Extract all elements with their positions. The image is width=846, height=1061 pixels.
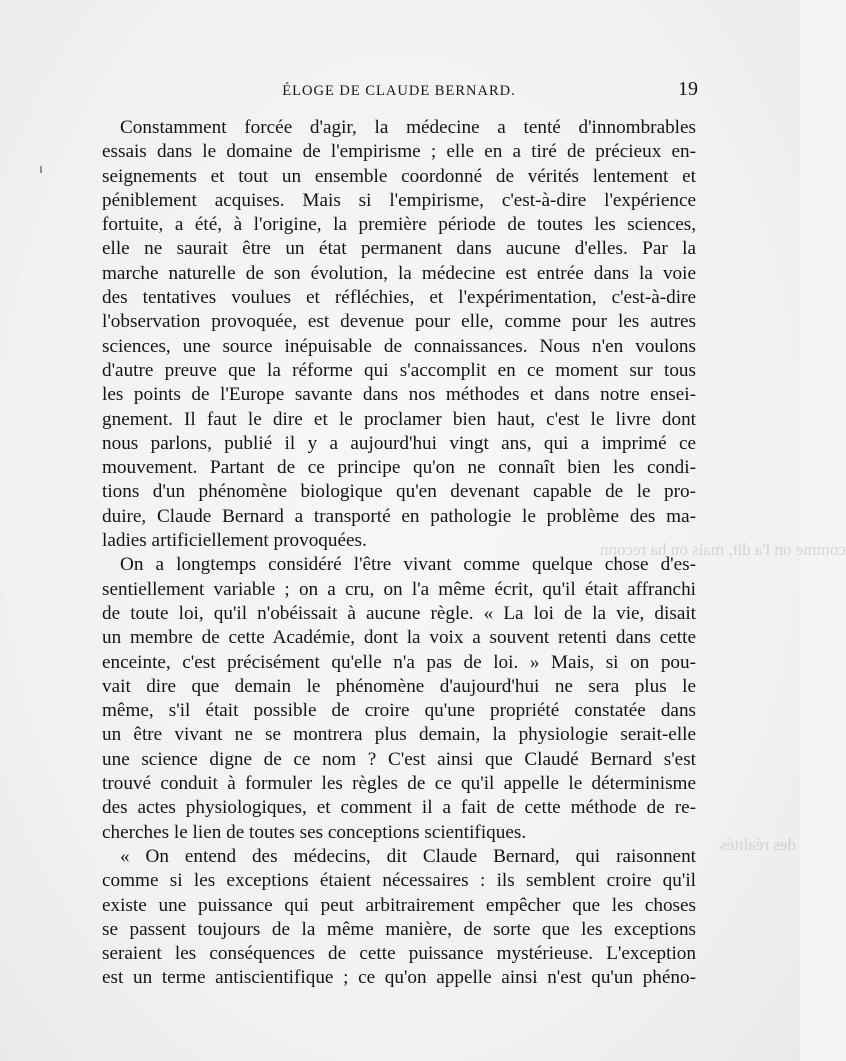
running-title: ÉLOGE DE CLAUDE BERNARD.: [282, 83, 516, 99]
text-line: les points de l'Europe savante dans nos méthodes et dans notre ensei-: [102, 384, 696, 406]
text-line: ladies artificiellement provoquées.: [102, 530, 367, 552]
text-line: trouvé conduit à formuler les règles de ce qu'il appelle le déterminisme: [102, 773, 696, 795]
text-line: des actes physiologiques, et comment il a fait de cette méthode de re-: [102, 797, 696, 819]
text-line: sentiellement variable ; on a cru, on l'a même écrit, qu'il était affranchi: [102, 578, 696, 600]
running-header: [100, 80, 698, 106]
text-line: fortuite, a été, à l'origine, la première période de toutes les sciences,: [102, 214, 696, 236]
text-line: elle ne saurait être un état permanent dans aucune d'elles. Par la: [102, 238, 696, 260]
text-line: essais dans le domaine de l'empirisme ; elle en a tiré de précieux en-: [102, 141, 696, 163]
bleed-through-text: comme on l'a dit, mais on ha reconn: [600, 540, 846, 559]
text-line: de toute loi, qu'il n'obéissait à aucune règle. « La loi de la vie, disait: [102, 602, 696, 624]
text-line: sciences, une source inépuisable de connaissances. Nous n'en voulons: [102, 335, 696, 357]
bleed-through-text: des réalités: [720, 835, 796, 854]
page-number: 19: [678, 78, 698, 100]
text-line: l'observation provoquée, est devenue pour elle, comme pour les autres: [102, 311, 696, 333]
text-line: comme si les exceptions étaient nécessaires : ils semblent croire qu'il: [102, 870, 696, 892]
text-line: une science digne de ce nom ? C'est ainsi que Claudé Bernard s'est: [102, 748, 696, 770]
text-line: « On entend des médecins, dit Claude Bernard, qui raisonnent: [120, 845, 696, 867]
text-line: marche naturelle de son évolution, la médecine est entrée dans la voie: [102, 262, 696, 284]
text-line: enceinte, c'est précisément qu'elle n'a pas de loi. » Mais, si on pou-: [102, 651, 696, 673]
text-line: nous parlons, publié il y a aujourd'hui vingt ans, qui a imprimé ce: [102, 432, 696, 454]
text-line: des tentatives voulues et réfléchies, et l'expérimentation, c'est-à-dire: [102, 287, 696, 309]
text-line: duire, Claude Bernard a transporté en pathologie le problème des ma-: [102, 505, 696, 527]
text-line: d'autre preuve que la réforme qui s'accomplit en ce moment sur tous: [102, 359, 696, 381]
text-line: vait dire que demain le phénomène d'aujourd'hui ne sera plus le: [102, 675, 696, 697]
text-line: cherches le lien de toutes ses conceptions scientifiques.: [102, 821, 527, 843]
text-line: un membre de cette Académie, dont la voix a souvent retenti dans cette: [102, 627, 696, 649]
text-line: se passent toujours de la même manière, de sorte que les exceptions: [102, 918, 696, 940]
text-line: existe une puissance qui peut arbitrairement empêcher que les choses: [102, 894, 696, 916]
text-line: Constamment forcée d'agir, la médecine a tenté d'innombrables: [120, 117, 696, 138]
text-line: seraient les conséquences de cette puissance mystérieuse. L'exception: [102, 943, 696, 965]
text-line: tions d'un phénomène biologique qu'en devenant capable de le pro-: [102, 481, 696, 503]
text-line: même, s'il était possible de croire qu'une propriété constatée dans: [102, 700, 696, 722]
body-text: [102, 116, 696, 991]
text-line: gnement. Il faut le dire et le proclamer bien haut, c'est le livre dont: [102, 408, 696, 430]
text-line: un être vivant ne se montrera plus demain, la physiologie serait-elle: [102, 724, 696, 746]
margin-mark: [40, 166, 42, 173]
text-line: seignements et tout un ensemble coordonné de vérités lentement et: [102, 165, 696, 187]
text-line: est un terme antiscientifique ; ce qu'on appelle ainsi n'est qu'un phéno-: [102, 967, 696, 989]
text-line: On a longtemps considéré l'être vivant comme quelque chose d'es-: [120, 554, 696, 576]
text-line: mouvement. Partant de ce principe qu'on ne connaît bien les condi-: [102, 457, 696, 479]
text-line: péniblement acquises. Mais si l'empirisme, c'est-à-dire l'expérience: [102, 189, 696, 211]
